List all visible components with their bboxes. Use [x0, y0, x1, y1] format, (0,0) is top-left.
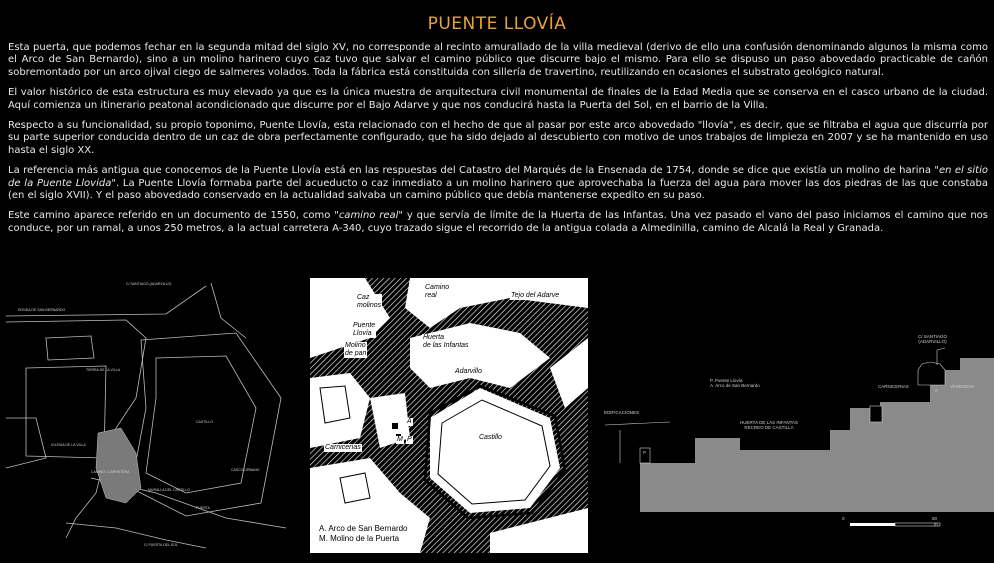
plan-map — [6, 278, 298, 558]
label-muralla: MURALLA DEL CASTILLO — [148, 488, 190, 492]
label-puente-arco: P. Puente Llovía A. Arco de San Bernardo — [710, 378, 760, 388]
paragraph-5 — [8, 210, 988, 235]
paragraph-5-b: " y que servía de límite de la Huerta de las Infantas. Una vez pasado el vano del paso iniciamos el camino que nos conduce, por un ramal, a unos 250 metros, a la actual carretera A-340, cuyo trazado sigue el recorrido de la antigua colada a Almedinilla, camino de Alcalá la Real y Granada. — [8, 210, 988, 234]
label-p: P — [643, 450, 647, 455]
label-p: P — [407, 436, 412, 443]
page-title: PUENTE LLOVÍA — [427, 14, 567, 34]
legend-m: M. Molino de la Puerta — [319, 534, 400, 543]
label-carnicerias: CARNICERIAS — [878, 384, 909, 389]
label-caz: Caz molinos — [357, 294, 382, 309]
historic-map — [310, 278, 588, 553]
section-drawing — [600, 330, 994, 530]
label-camino-real: Camino real — [425, 284, 450, 299]
paragraph-4-b: ". La Puente Llovía formaba parte del acueducto o caz inmediato a un molino harinero que aprovechaba la fuerza del agua para mover las dos piedras de las que constaba (en el siglo XVII). Y el paso abovedado conservado en la actualidad salvaba un camino público que debía mantenerse expedito en su paso. — [8, 177, 988, 202]
paragraph-4 — [8, 165, 988, 202]
label-tejo: Tejo del Adarve — [511, 292, 560, 299]
label-castillo: CASTILLO — [196, 420, 213, 424]
label-tierra: TIERRA DE LA VILLA — [86, 368, 121, 372]
paragraph-5-a: Este camino aparece referido en un documento de 1550, como " — [8, 210, 339, 222]
scale-50: 50 — [932, 516, 938, 521]
paragraph-4-quote: en el sitio de la Puente Llovida — [8, 165, 988, 189]
label-camino: CAMINO / CARRETERA — [91, 470, 130, 474]
label-puente: Puente Llovía — [353, 322, 376, 337]
label-santiago: C/ SANTIAGO (ADARVILLO) — [918, 334, 948, 344]
body-text — [8, 42, 988, 243]
label-santiago: C/ SANTIAGO (ADARVILLO) — [126, 282, 172, 286]
label-adarvillo: Adarvillo — [455, 368, 482, 375]
plan-map-drawing — [6, 278, 298, 558]
label-sol: C/ PUERTA DEL SOL — [144, 543, 178, 547]
label-carnicerias: Carnicerías — [325, 444, 361, 451]
paragraph-1: Esta puerta, que podemos fechar en la segunda mitad del siglo XV, no corresponde al recinto amurallado de la villa medieval (derivo de ello una confusión denominando algunos la misma como el Arco de San Bernardo), sino a un molino harinero cuyo caz tuvo que salvar el camino público que discurre bajo el mismo. Para ello se dispuso un paso abovedado practicable de cañón sobremontado por un arco ojival ciego de salmeres volados. Toda la fábrica está constituida con sillería de travertino, reutilizando en ocasiones el substrato geológico natural. — [8, 42, 988, 78]
label-viviendas: VIVIENDAS — [950, 384, 975, 389]
section-drawing-svg — [600, 330, 994, 530]
label-casco: CASCO URBANO — [231, 468, 260, 472]
label-castillo: Castillo — [479, 434, 502, 441]
label-a: A — [407, 418, 412, 425]
scale-0: 0 — [842, 516, 845, 521]
map-legend — [316, 523, 411, 545]
historic-map-drawing — [310, 278, 588, 553]
label-iglesia: IGLESIA DE LA VILLA — [51, 443, 86, 447]
paragraph-4-a: La referencia más antigua que conocemos de la Puente Llovía está en las respuestas del Catastro del Marqués de la Ensenada de 1754, donde se dice que existía un molino de harina " — [8, 165, 939, 177]
scale-unit: m — [934, 522, 938, 527]
label-m: M — [397, 436, 403, 443]
label-huerta: HUERTA DE LAS INFANTAS RECREO DE CASTILLA — [740, 420, 799, 430]
legend-a: A. Arco de San Bernardo — [319, 524, 408, 533]
label-huerta: Huerta de las Infantas — [423, 334, 469, 349]
label-a: A — [935, 388, 939, 393]
label-edificaciones: EDIFICACIONES — [604, 410, 640, 415]
paragraph-2: El valor histórico de esta estructura es muy elevado ya que es la única muestra de arquitectura civil monumental de finales de la Edad Media que se conserva en el casco urbano de la ciudad. Aquí comienza un itinerario peatonal acondicionado que discurre por el Bajo Adarve y que nos conducirá hasta la Puerta del Sol, en el barrio de la Villa. — [8, 87, 988, 111]
paragraph-3: Respecto a su funcionalidad, su propio toponimo, Puente Llovía, esta relacionado con el hecho de que al pasar por este arco abovedado "llovía", es decir, que se filtraba el agua que discurría por su parte superior conducida dentro de un caz de obra perfectamente configurado, que ha sido dejado al descubierto con motivo de unos trabajos de limpieza en 2007 y se ha mantenido en uso hasta el siglo XX. — [8, 120, 988, 156]
label-puerta: PUERTA — [196, 506, 210, 510]
label-ronda: RONDA DE SAN BERNARDO — [18, 308, 66, 312]
label-molino: Molino de pan — [345, 342, 367, 357]
paragraph-5-quote: camino real — [338, 210, 399, 222]
